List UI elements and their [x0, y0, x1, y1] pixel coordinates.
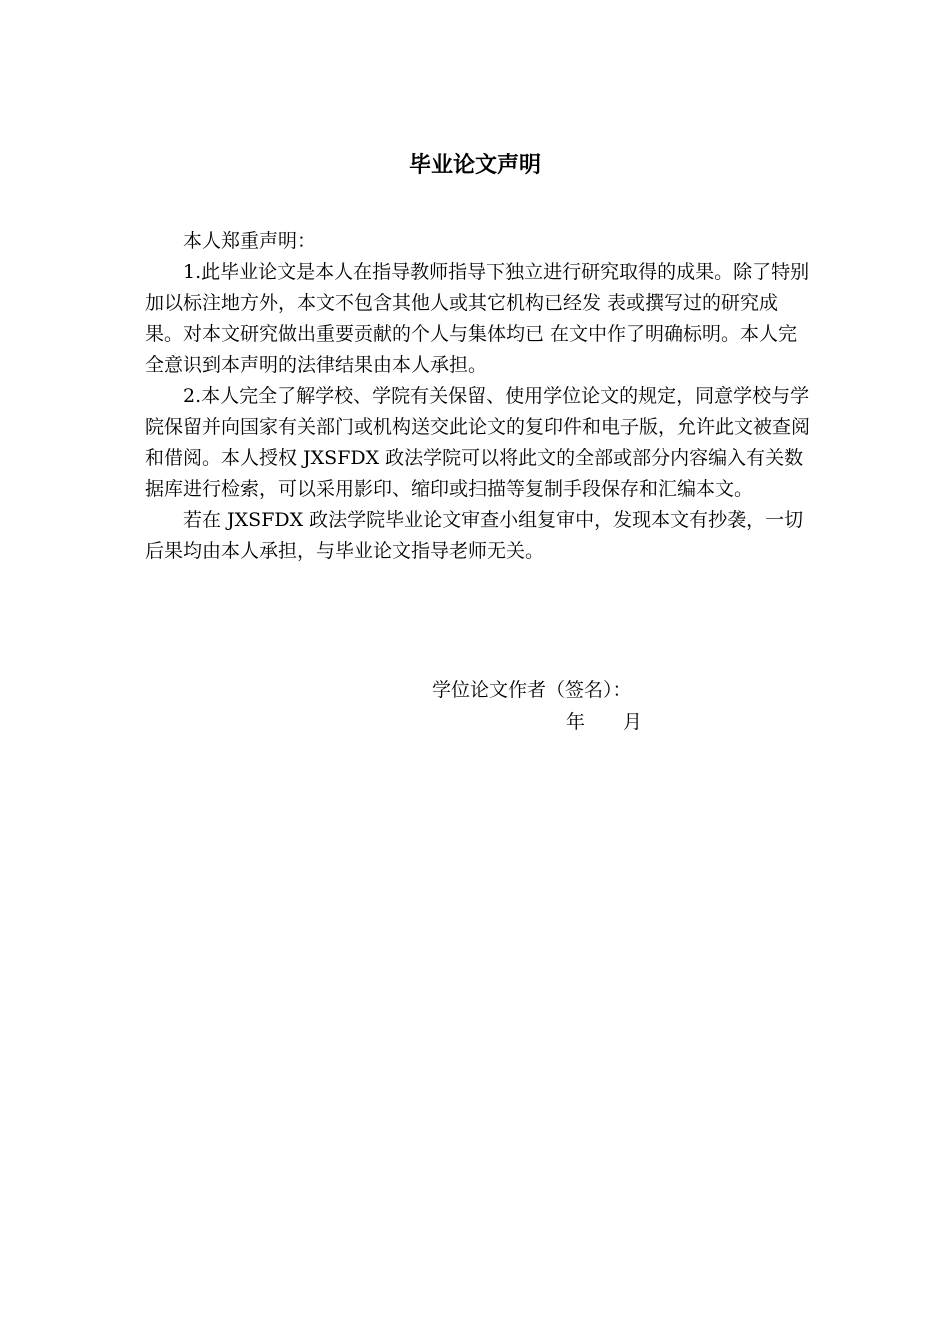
page-title: 毕业论文声明	[408, 153, 541, 178]
paragraph-3: 若在 JXSFDX 政法学院毕业论文审查小组复审中，发现本文有抄袭，一切后果均由本人承担，与毕业论文指导老师无关。	[145, 509, 804, 562]
date-year: 年	[566, 711, 586, 733]
signature-label: 学位论文作者（签名）：	[432, 679, 632, 701]
date-month: 月	[623, 711, 643, 733]
date-line	[566, 707, 642, 738]
paragraph-1: 1.此毕业论文是本人在指导教师指导下独立进行研究取得的成果。除了特别加以标注地方外，本文不包含其他人或其它机构已经发 表或撰写过的研究成果。对本文研究做出重要贡献的个人与集体均已 在文中作了明确标明。本人完全意识到本声明的法律结果由本人承担。	[145, 261, 810, 376]
declaration-body	[145, 226, 810, 567]
intro-line: 本人郑重声明：	[183, 230, 317, 252]
paragraph-2: 2.本人完全了解学校、学院有关保留、使用学位论文的规定，同意学校与学院保留并向国家有关部门或机构送交此论文的复印件和电子版，允许此文被查阅和借阅。本人授权 JXSFDX 政法学院可以将此文的全部或部分内容编入有关数据库进行检索，可以采用影印、缩印或扫描等复制手段保存和汇编本文。	[145, 385, 811, 500]
